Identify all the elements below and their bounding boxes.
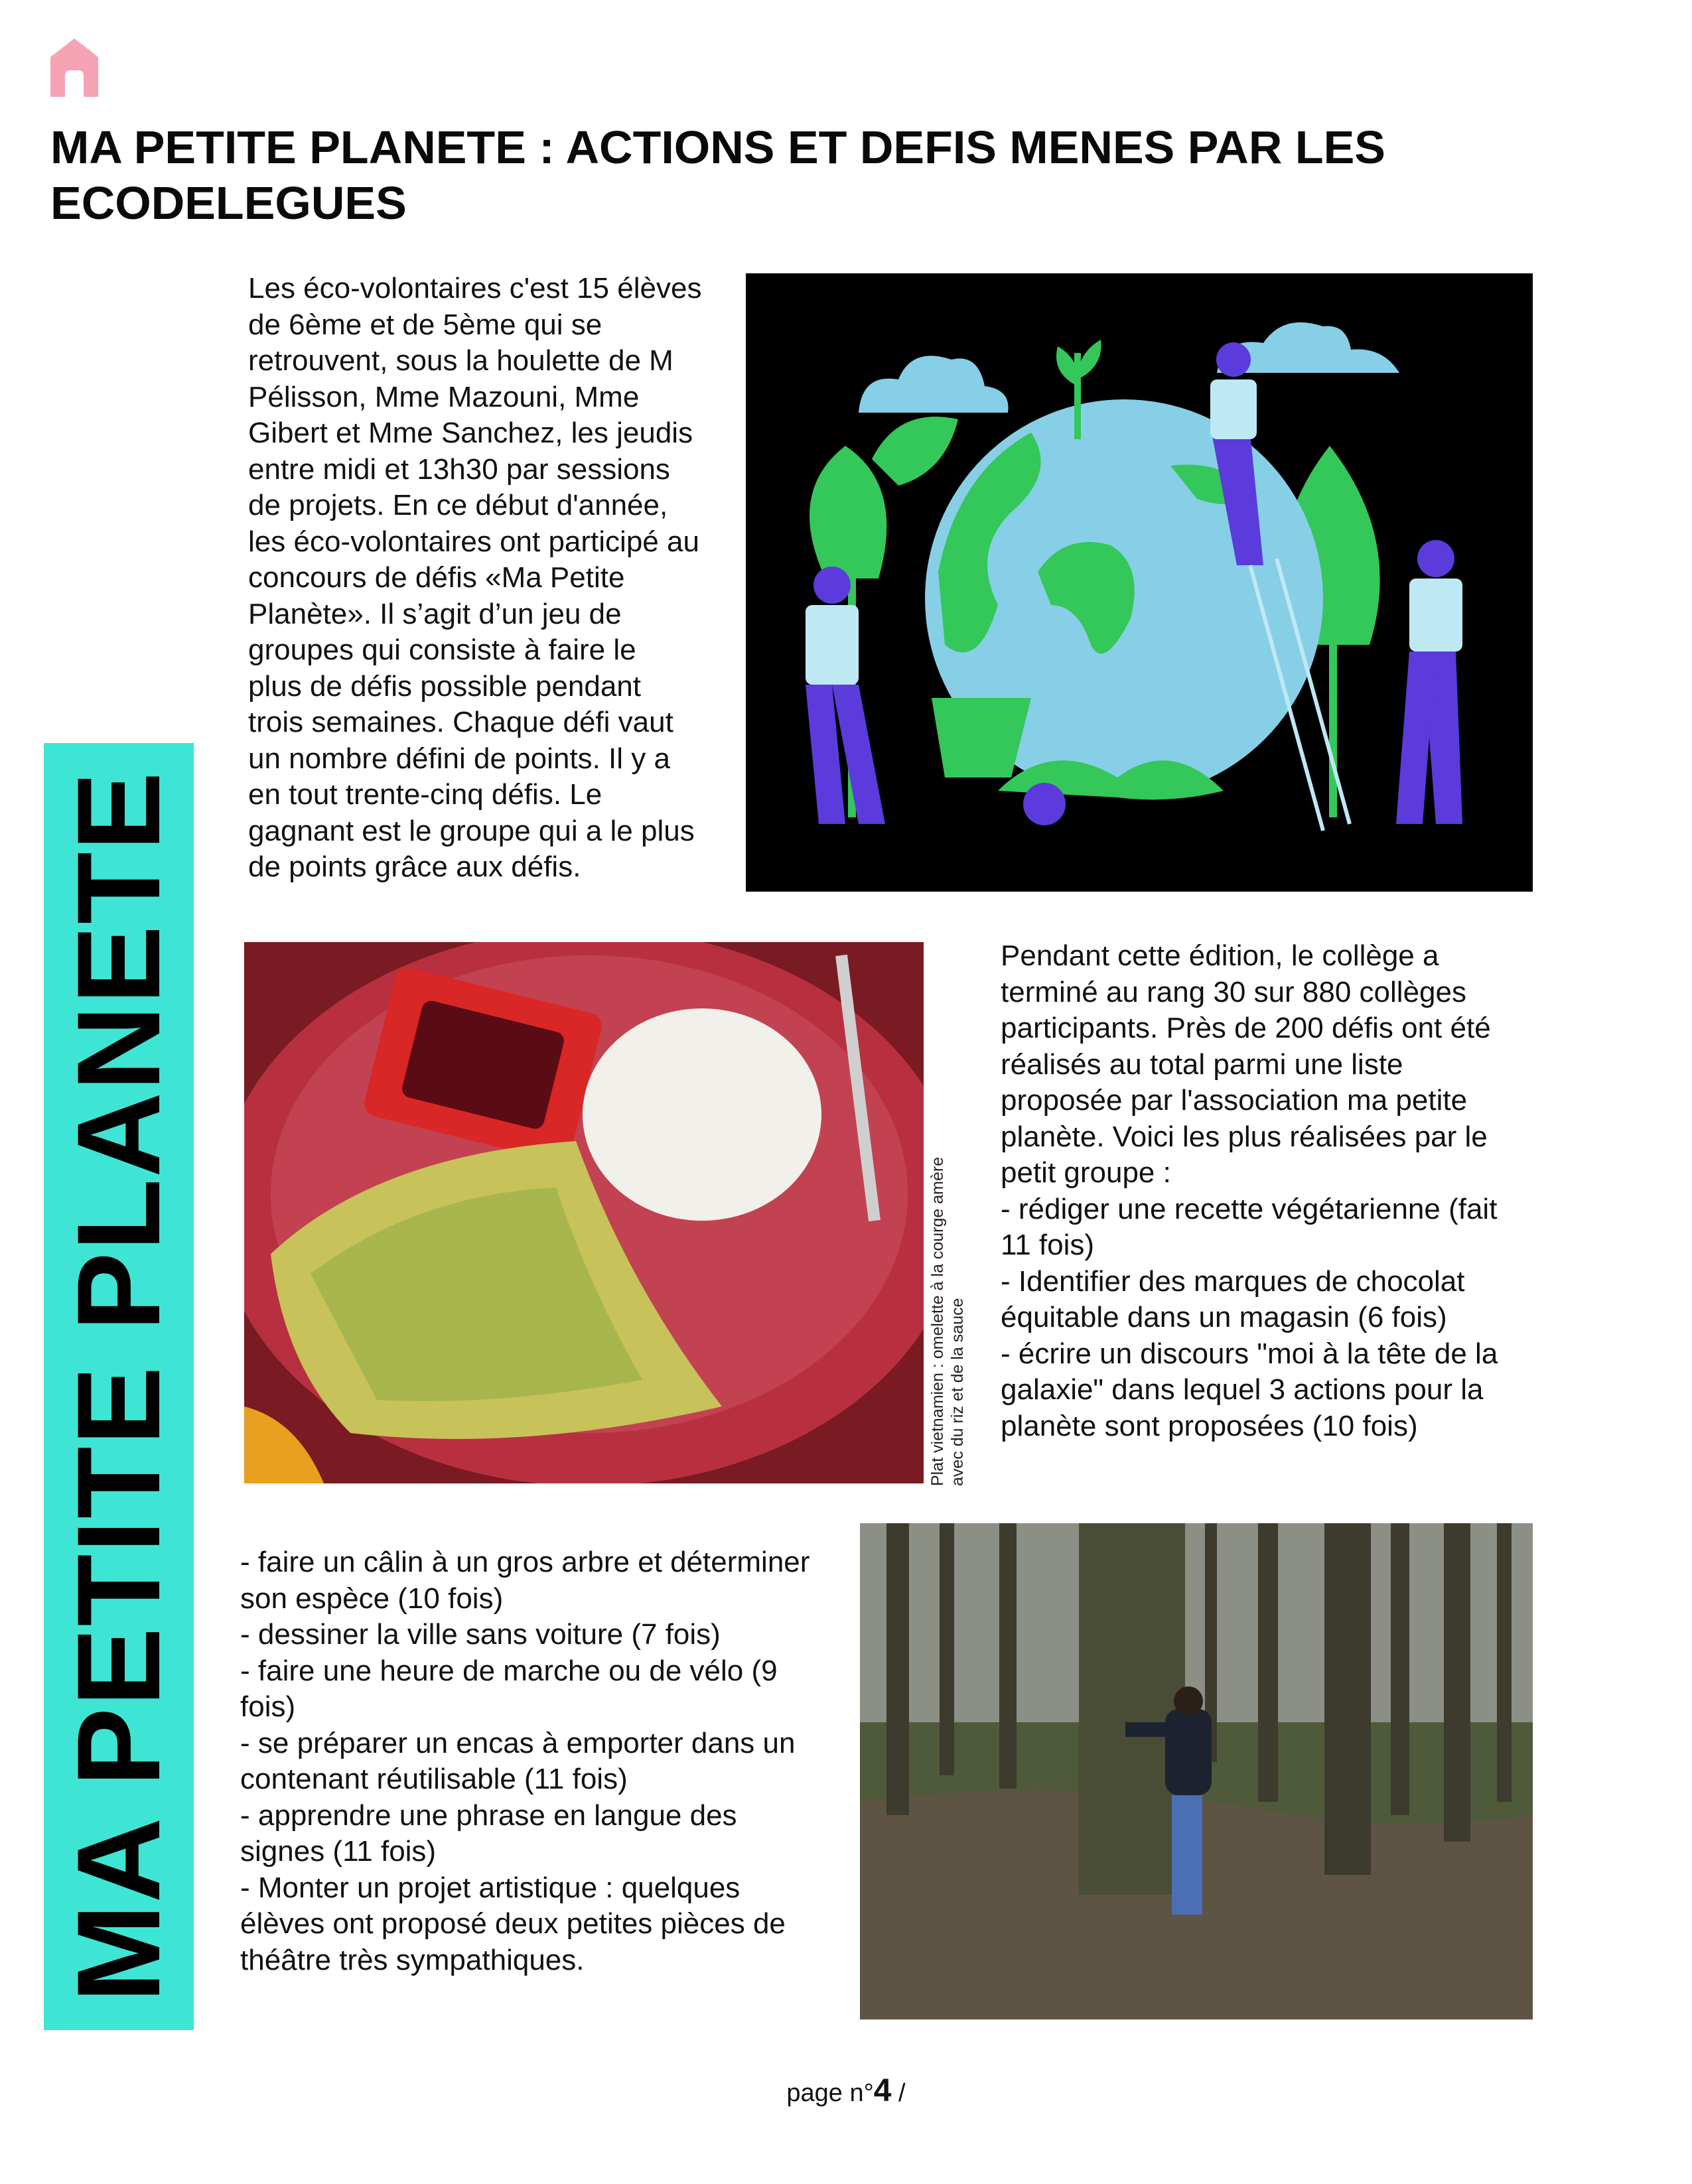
intro-paragraph-text: Les éco-volontaires c'est 15 élèves de 6ème et de 5ème qui se retrouvent, sous la houlette de M Pélisson, Mme Mazouni, Mme Gibert et Mme Sanchez, les jeudis entre midi et 13h30 par sessions de projets. En ce début d'année, les éco-volontaires ont participé au concours de défis «Ma Petite Planète». Il s’agit d’un jeu de groupes qui consiste à faire le plus de défis possible pendant trois semaines. Chaque défi vaut un nombre défini de points. Il y a en tout trente-cinq défis. Le gagnant est le groupe qui a le plus de points grâce aux défis. <box>248 272 702 883</box>
page-number: 4 <box>873 2073 892 2108</box>
challenge-list <box>240 1544 837 1978</box>
results-paragraph-text: Pendant cette édition, le collège a terminé au rang 30 sur 880 collèges participants. Près de 200 défis ont été réalisés au total parmi une liste proposée par l'association ma petite planète. Voici les plus réalisées par le petit groupe : - rédiger une recette végétarienne (fait 11 fois) - Identifier des marques de chocolat équitable dans un magasin (6 fois) - écrire un discours "moi à la tête de la galaxie" dans lequel 3 actions pour la planète sont proposées (10 fois) <box>1001 939 1498 1442</box>
side-banner-text: MA PETITE PLANETE <box>52 770 184 2003</box>
photo-caption-text: Plat vietnamien : omelette à la courge amère avec du riz et de la sauce <box>928 1156 967 1486</box>
home-icon[interactable] <box>49 37 100 97</box>
challenge-list-text: - faire un câlin à un gros arbre et déterminer son espèce (10 fois) - dessiner la ville sans voiture (7 fois) - faire une heure de marche ou de vélo (9 fois) - se préparer un encas à emporter dans un contenant réutilisable (11 fois) - apprendre une phrase en langue des signes (11 fois) - Monter un projet artistique : quelques élèves ont proposé deux petites pièces de théâtre très sympathiques. <box>240 1546 810 1976</box>
page-suffix: / <box>891 2079 906 2107</box>
page-prefix: page n° <box>786 2079 874 2107</box>
results-paragraph <box>1001 938 1531 1444</box>
intro-paragraph <box>248 271 726 886</box>
globe-illustration <box>746 273 1533 892</box>
page-title: MA PETITE PLANETE : ACTIONS ET DEFIS MENES PAR LES ECODELEGUES <box>50 121 1385 229</box>
page-footer <box>0 2073 1692 2109</box>
side-banner <box>44 743 194 2030</box>
photo-caption <box>928 1035 983 1486</box>
forest-tree-hug-photo <box>860 1523 1533 2019</box>
omelette-photo <box>244 942 924 1483</box>
